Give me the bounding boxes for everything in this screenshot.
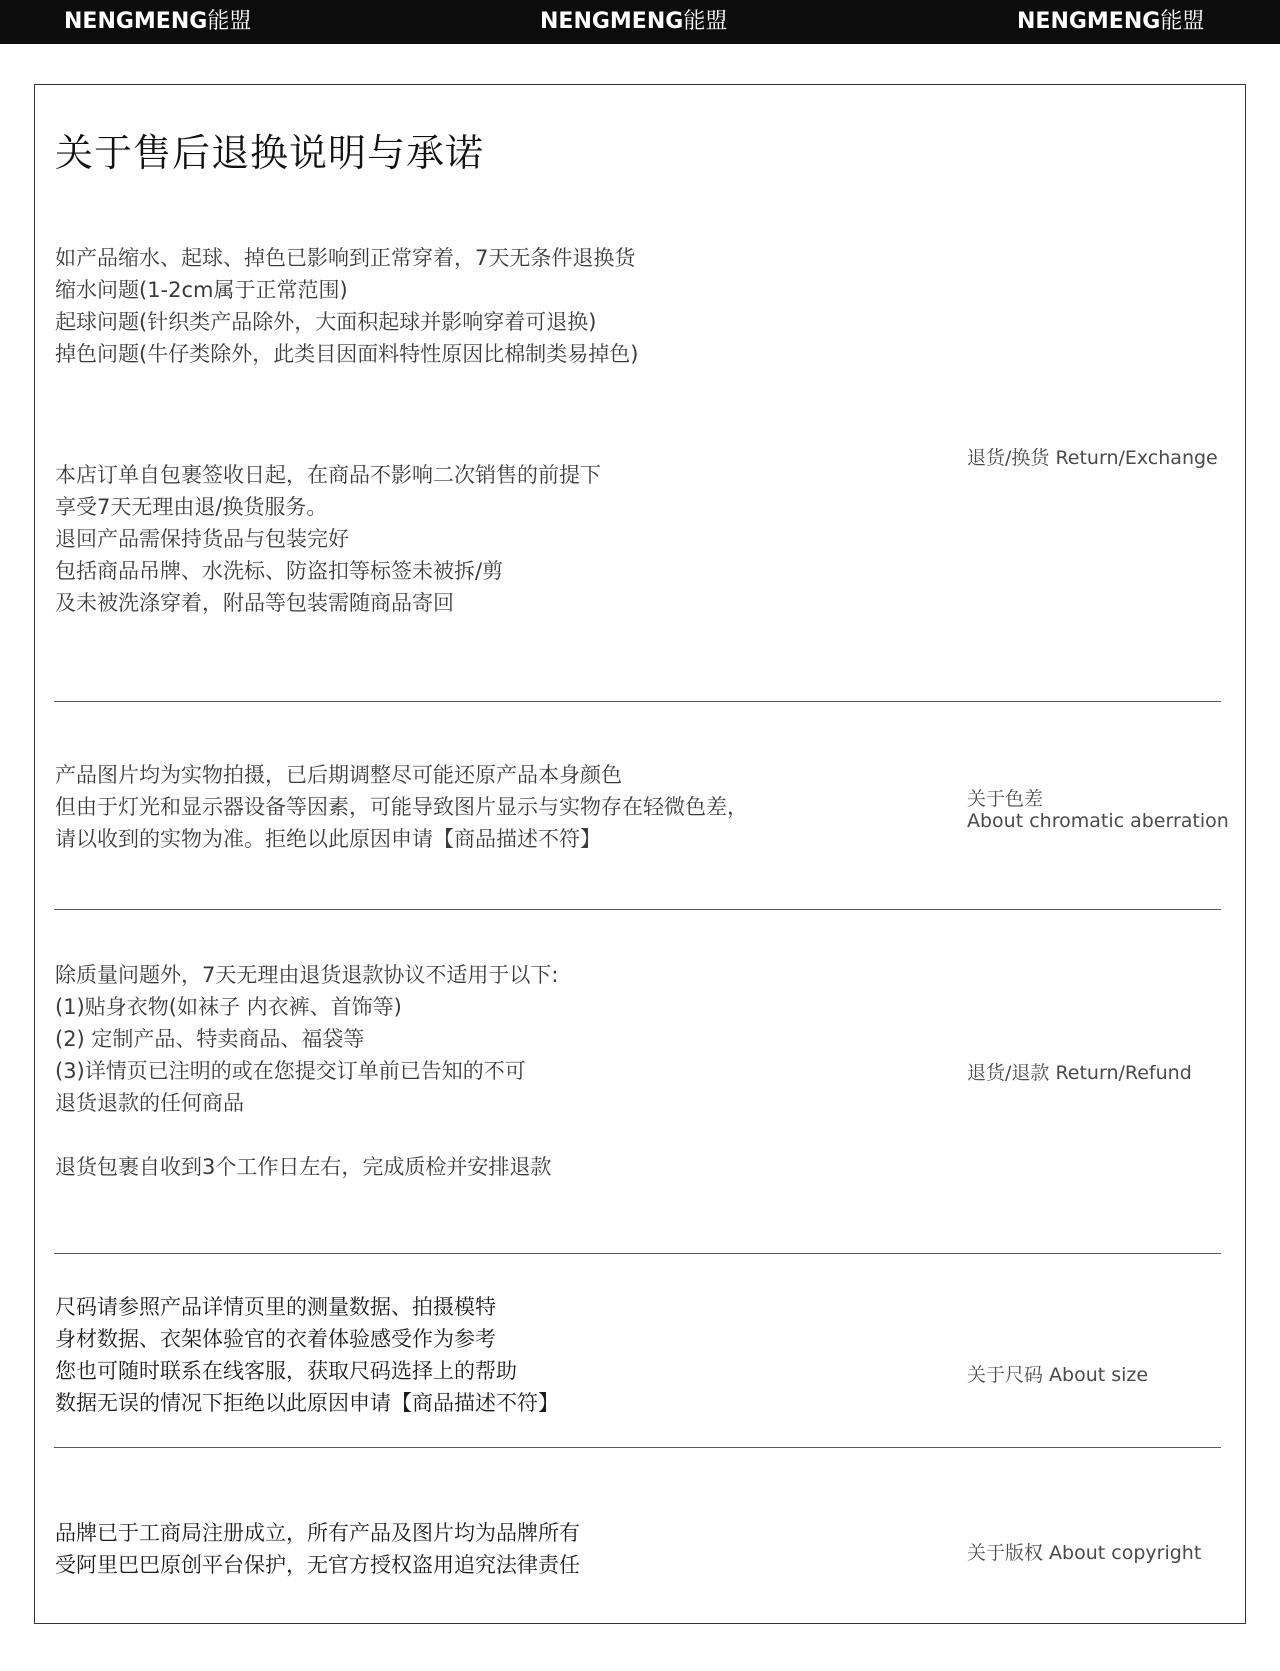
return-exchange-line: 退回产品需保持货品与包装完好	[55, 527, 349, 551]
refund-line: (2) 定制产品、特卖商品、福袋等	[55, 1027, 365, 1051]
return-exchange-line: 包括商品吊牌、水洗标、防盗扣等标签未被拆/剪	[55, 559, 504, 583]
copyright-line: 受阿里巴巴原创平台保护，无官方授权盗用追究法律责任	[55, 1553, 580, 1577]
refund-line: (1)贴身衣物(如袜子 内衣裤、首饰等)	[55, 995, 402, 1019]
brand-logo	[64, 7, 251, 37]
return-exchange-line: 本店订单自包裹签收日起，在商品不影响二次销售的前提下	[55, 463, 601, 487]
size-section	[55, 1291, 559, 1419]
quality-line: 掉色问题(牛仔类除外，此类目因面料特性原因比棉制类易掉色)	[55, 342, 639, 366]
refund-label: 退货/退款 Return/Refund	[967, 1062, 1192, 1084]
brand-logo	[540, 7, 727, 37]
refund-line: 退货退款的任何商品	[55, 1091, 244, 1115]
brand-bar	[0, 0, 1280, 44]
refund-line: (3)详情页已注明的或在您提交订单前已告知的不可	[55, 1059, 526, 1083]
chromatic-line: 但由于灯光和显示器设备等因素，可能导致图片显示与实物存在轻微色差，	[55, 795, 748, 819]
chromatic-section	[55, 759, 748, 855]
return-exchange-line: 及未被洗涤穿着，附品等包装需随商品寄回	[55, 591, 454, 615]
quality-section	[55, 242, 638, 370]
page-title: 关于售后退换说明与承诺	[55, 131, 485, 175]
copyright-label: 关于版权 About copyright	[967, 1542, 1202, 1564]
size-line: 您也可随时联系在线客服，获取尺码选择上的帮助	[55, 1359, 517, 1383]
chromatic-line: 产品图片均为实物拍摄，已后期调整尽可能还原产品本身颜色	[55, 763, 622, 787]
quality-line: 起球问题(针织类产品除外，大面积起球并影响穿着可退换)	[55, 310, 597, 334]
section-divider	[54, 1447, 1221, 1448]
refund-note: 退货包裹自收到3个工作日左右，完成质检并安排退款	[55, 1155, 552, 1179]
refund-section	[55, 959, 558, 1119]
quality-line: 缩水问题(1-2cm属于正常范围)	[55, 278, 348, 302]
copyright-line: 品牌已于工商局注册成立，所有产品及图片均为品牌所有	[55, 1521, 580, 1545]
size-label: 关于尺码 About size	[967, 1364, 1149, 1386]
section-divider	[54, 909, 1221, 910]
brand-name: NENGMENG	[540, 9, 684, 34]
return-exchange-label: 退货/换货 Return/Exchange	[967, 447, 1218, 469]
section-divider	[54, 701, 1221, 702]
after-sales-panel	[34, 84, 1246, 1624]
section-divider	[54, 1253, 1221, 1254]
chromatic-label-cn: 关于色差	[967, 788, 1044, 810]
size-line: 尺码请参照产品详情页里的测量数据、拍摄模特	[55, 1295, 496, 1319]
return-exchange-line: 享受7天无理由退/换货服务。	[55, 495, 328, 519]
return-exchange-section	[55, 459, 601, 619]
chromatic-label	[967, 788, 1229, 832]
brand-name-cn: 能盟	[1160, 9, 1205, 34]
quality-line: 如产品缩水、起球、掉色已影响到正常穿着，7天无条件退换货	[55, 246, 636, 270]
brand-name: NENGMENG	[64, 9, 208, 34]
chromatic-label-en: About chromatic aberration	[967, 810, 1229, 832]
size-line: 身材数据、衣架体验官的衣着体验感受作为参考	[55, 1327, 496, 1351]
chromatic-line: 请以收到的实物为准。拒绝以此原因申请【商品描述不符】	[55, 827, 601, 851]
refund-line: 除质量问题外，7天无理由退货退款协议不适用于以下:	[55, 963, 559, 987]
brand-name-cn: 能盟	[683, 9, 728, 34]
copyright-section	[55, 1517, 580, 1581]
brand-name: NENGMENG	[1017, 9, 1161, 34]
brand-name-cn: 能盟	[207, 9, 252, 34]
brand-logo	[1017, 7, 1204, 37]
size-line: 数据无误的情况下拒绝以此原因申请【商品描述不符】	[55, 1391, 559, 1415]
